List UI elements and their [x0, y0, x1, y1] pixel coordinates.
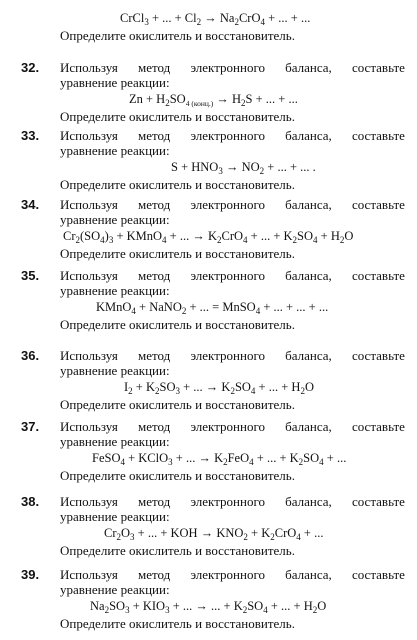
task-word: метод [138, 567, 171, 582]
eq-part: O [317, 599, 327, 613]
task-instruction: Определите окислитель и восстановитель. [60, 616, 295, 631]
task-instruction: Определите окислитель и восстановитель. [60, 109, 295, 124]
task-text-line2: уравнение реакции: [60, 509, 170, 524]
eq-part: + ... + KOH → KNO [134, 526, 244, 540]
eq-part: + ... + ... + ... [260, 300, 329, 314]
task-word: электронного [190, 567, 265, 582]
eq-sub: 2 [104, 605, 110, 615]
task-instruction: Определите окислитель и восстановитель. [60, 468, 295, 483]
task-word: электронного [190, 419, 265, 434]
eq-part: SO [297, 229, 314, 243]
eq-sub: 2 [292, 235, 298, 245]
problem-number: 32. [21, 60, 40, 75]
eq-part: + ... [323, 451, 347, 465]
reaction-equation [129, 92, 298, 107]
task-word: Используя [60, 60, 118, 75]
eq-part: ) [104, 229, 109, 243]
task-word: электронного [190, 268, 265, 283]
eq-sub: 2 [116, 532, 121, 542]
eq-part: + ... + H [267, 599, 313, 613]
eq-part: + ... + H [255, 380, 301, 394]
eq-part: + ... → K [172, 451, 224, 465]
eq-sub: 4 [162, 235, 167, 245]
problem-number: 37. [21, 419, 40, 434]
eq-part: SO [247, 599, 264, 613]
eq-part: Zn + H [129, 92, 166, 106]
task-text-line2: уравнение реакции: [60, 75, 170, 90]
task-word: метод [138, 197, 171, 212]
task-word: Используя [60, 268, 118, 283]
eq-sub: 2 [339, 235, 345, 245]
task-word: метод [138, 494, 171, 509]
reaction-equation [171, 160, 316, 175]
eq-sub: 2 [165, 98, 170, 108]
eq-part: + ... + K [253, 451, 299, 465]
eq-sub: 2 [196, 17, 202, 27]
eq-part: Na [90, 599, 105, 613]
eq-part: → NO [222, 160, 260, 174]
problem-number: 35. [21, 268, 40, 283]
task-word: составьте [351, 60, 405, 75]
task-word: Используя [60, 197, 118, 212]
task-word: метод [138, 419, 171, 434]
task-text-line2: уравнение реакции: [60, 212, 170, 227]
eq-sub: 4 [319, 457, 324, 467]
reaction-equation [96, 300, 328, 315]
task-text-line2: уравнение реакции: [60, 582, 170, 597]
eq-sub: 3 [165, 605, 170, 615]
eq-part: SO [109, 599, 126, 613]
intro-instruction: Определите окислитель и восстановитель. [60, 28, 295, 43]
eq-sub: 2 [155, 386, 160, 396]
intro-equation [120, 11, 310, 26]
eq-sub: 2 [223, 457, 228, 467]
eq-part: O [304, 380, 314, 394]
task-text-line1 [60, 60, 405, 75]
task-word: электронного [190, 128, 265, 143]
eq-sub: 4 (конц.) [185, 99, 214, 108]
problem-number: 38. [21, 494, 40, 509]
eq-sub: 2 [243, 532, 248, 542]
eq-part: → H [213, 92, 242, 106]
eq-part: S + ... + ... [245, 92, 298, 106]
eq-part: Cr [104, 526, 117, 540]
eq-part: I [124, 380, 129, 394]
task-word: составьте [351, 494, 405, 509]
eq-sub: 2 [241, 98, 246, 108]
task-word: баланса, [285, 197, 332, 212]
task-word: электронного [190, 197, 265, 212]
task-word: Используя [60, 419, 118, 434]
task-word: баланса, [285, 419, 332, 434]
eq-part: + H [317, 229, 340, 243]
eq-part: CrCl [120, 11, 145, 25]
eq-part: FeO [227, 451, 250, 465]
eq-part: + ... + Cl [148, 11, 197, 25]
task-word: Используя [60, 128, 118, 143]
eq-sub: 2 [242, 605, 248, 615]
eq-sub: 2 [234, 17, 239, 27]
eq-sub: 4 [255, 306, 261, 316]
task-word: метод [138, 268, 171, 283]
task-text-line2: уравнение реакции: [60, 434, 170, 449]
task-text-line2: уравнение реакции: [60, 363, 170, 378]
task-text-line1 [60, 197, 405, 212]
task-text-line1 [60, 419, 405, 434]
eq-sub: 2 [230, 386, 235, 396]
reaction-equation [92, 451, 346, 466]
task-word: баланса, [285, 348, 332, 363]
task-word: электронного [190, 494, 265, 509]
eq-sub: 3 [144, 17, 149, 27]
task-text-line1 [60, 268, 405, 283]
eq-sub: 2 [300, 386, 305, 396]
eq-sub: 4 [100, 235, 105, 245]
eq-sub: 4 [296, 532, 301, 542]
task-word: Используя [60, 567, 118, 582]
eq-sub: 2 [217, 235, 222, 245]
eq-sub: 4 [263, 605, 268, 615]
eq-sub: 4 [131, 306, 136, 316]
task-word: Используя [60, 494, 118, 509]
reaction-equation [104, 526, 323, 541]
task-word: метод [138, 348, 171, 363]
eq-part: S + HNO [171, 160, 219, 174]
eq-part: (SO [80, 229, 101, 243]
task-word: метод [138, 60, 171, 75]
eq-sub: 4 [260, 17, 265, 27]
eq-sub: 3 [168, 457, 173, 467]
problem-number: 36. [21, 348, 40, 363]
eq-part: + NaNO [135, 300, 182, 314]
task-word: баланса, [285, 60, 332, 75]
eq-part: CrO [238, 11, 261, 25]
task-word: баланса, [285, 494, 332, 509]
task-instruction: Определите окислитель и восстановитель. [60, 397, 295, 412]
eq-part: O [121, 526, 131, 540]
task-text-line2: уравнение реакции: [60, 283, 170, 298]
eq-sub: 3 [108, 235, 114, 245]
eq-part: FeSO [92, 451, 121, 465]
task-word: составьте [351, 268, 405, 283]
task-word: электронного [190, 348, 265, 363]
task-instruction: Определите окислитель и восстановитель. [60, 317, 295, 332]
task-word: баланса, [285, 128, 332, 143]
task-text-line1 [60, 128, 405, 143]
reaction-equation [90, 599, 326, 614]
task-word: составьте [351, 567, 405, 582]
task-text-line1 [60, 494, 405, 509]
eq-sub: 3 [130, 532, 135, 542]
eq-part: SO [169, 92, 186, 106]
eq-sub: 3 [218, 166, 223, 176]
eq-sub: 4 [250, 386, 256, 396]
eq-part: + ... → K [166, 229, 217, 243]
eq-sub: 3 [175, 386, 180, 396]
eq-sub: 4 [243, 235, 248, 245]
eq-sub: 4 [120, 457, 125, 467]
eq-sub: 3 [125, 605, 130, 615]
eq-part: + ... + K [247, 229, 293, 243]
reaction-equation [124, 380, 314, 395]
task-word: составьте [351, 197, 405, 212]
task-instruction: Определите окислитель и восстановитель. [60, 246, 295, 261]
reaction-equation [63, 229, 353, 244]
eq-part: + ... = MnSO [186, 300, 256, 314]
eq-part: O [344, 229, 354, 243]
task-word: баланса, [285, 268, 332, 283]
eq-part: SO [159, 380, 176, 394]
eq-sub: 4 [249, 457, 254, 467]
eq-part: Cr [63, 229, 76, 243]
task-instruction: Определите окислитель и восстановитель. [60, 177, 295, 192]
eq-part: + KClO [124, 451, 169, 465]
eq-part: + K [247, 526, 271, 540]
task-word: метод [138, 128, 171, 143]
eq-part: + ... → ... + K [169, 599, 243, 613]
problem-number: 39. [21, 567, 40, 582]
problem-number: 34. [21, 197, 40, 212]
eq-sub: 2 [128, 386, 133, 396]
task-word: Используя [60, 348, 118, 363]
eq-part: CrO [274, 526, 297, 540]
eq-sub: 2 [259, 166, 265, 176]
eq-part: + K [132, 380, 155, 394]
problem-number: 33. [21, 128, 40, 143]
eq-sub: 2 [270, 532, 275, 542]
eq-part: → Na [201, 11, 235, 25]
eq-part: CrO [221, 229, 244, 243]
task-text-line2: уравнение реакции: [60, 143, 170, 158]
task-word: составьте [351, 348, 405, 363]
eq-part: SO [303, 451, 320, 465]
eq-sub: 2 [298, 457, 304, 467]
eq-sub: 4 [313, 235, 318, 245]
task-word: баланса, [285, 567, 332, 582]
eq-part: + KIO [129, 599, 166, 613]
task-word: составьте [351, 128, 405, 143]
eq-part: + ... + ... . [264, 160, 316, 174]
eq-part: + ... [300, 526, 324, 540]
eq-part: SO [234, 380, 251, 394]
eq-sub: 2 [75, 235, 80, 245]
eq-sub: 2 [181, 306, 187, 316]
task-text-line1 [60, 348, 405, 363]
eq-sub: 2 [312, 605, 318, 615]
eq-part: + ... → K [179, 380, 231, 394]
eq-part: + KMnO [113, 229, 163, 243]
task-text-line1 [60, 567, 405, 582]
eq-part: KMnO [96, 300, 132, 314]
task-instruction: Определите окислитель и восстановитель. [60, 543, 295, 558]
eq-part: + ... + ... [264, 11, 311, 25]
task-word: составьте [351, 419, 405, 434]
task-word: электронного [190, 60, 265, 75]
